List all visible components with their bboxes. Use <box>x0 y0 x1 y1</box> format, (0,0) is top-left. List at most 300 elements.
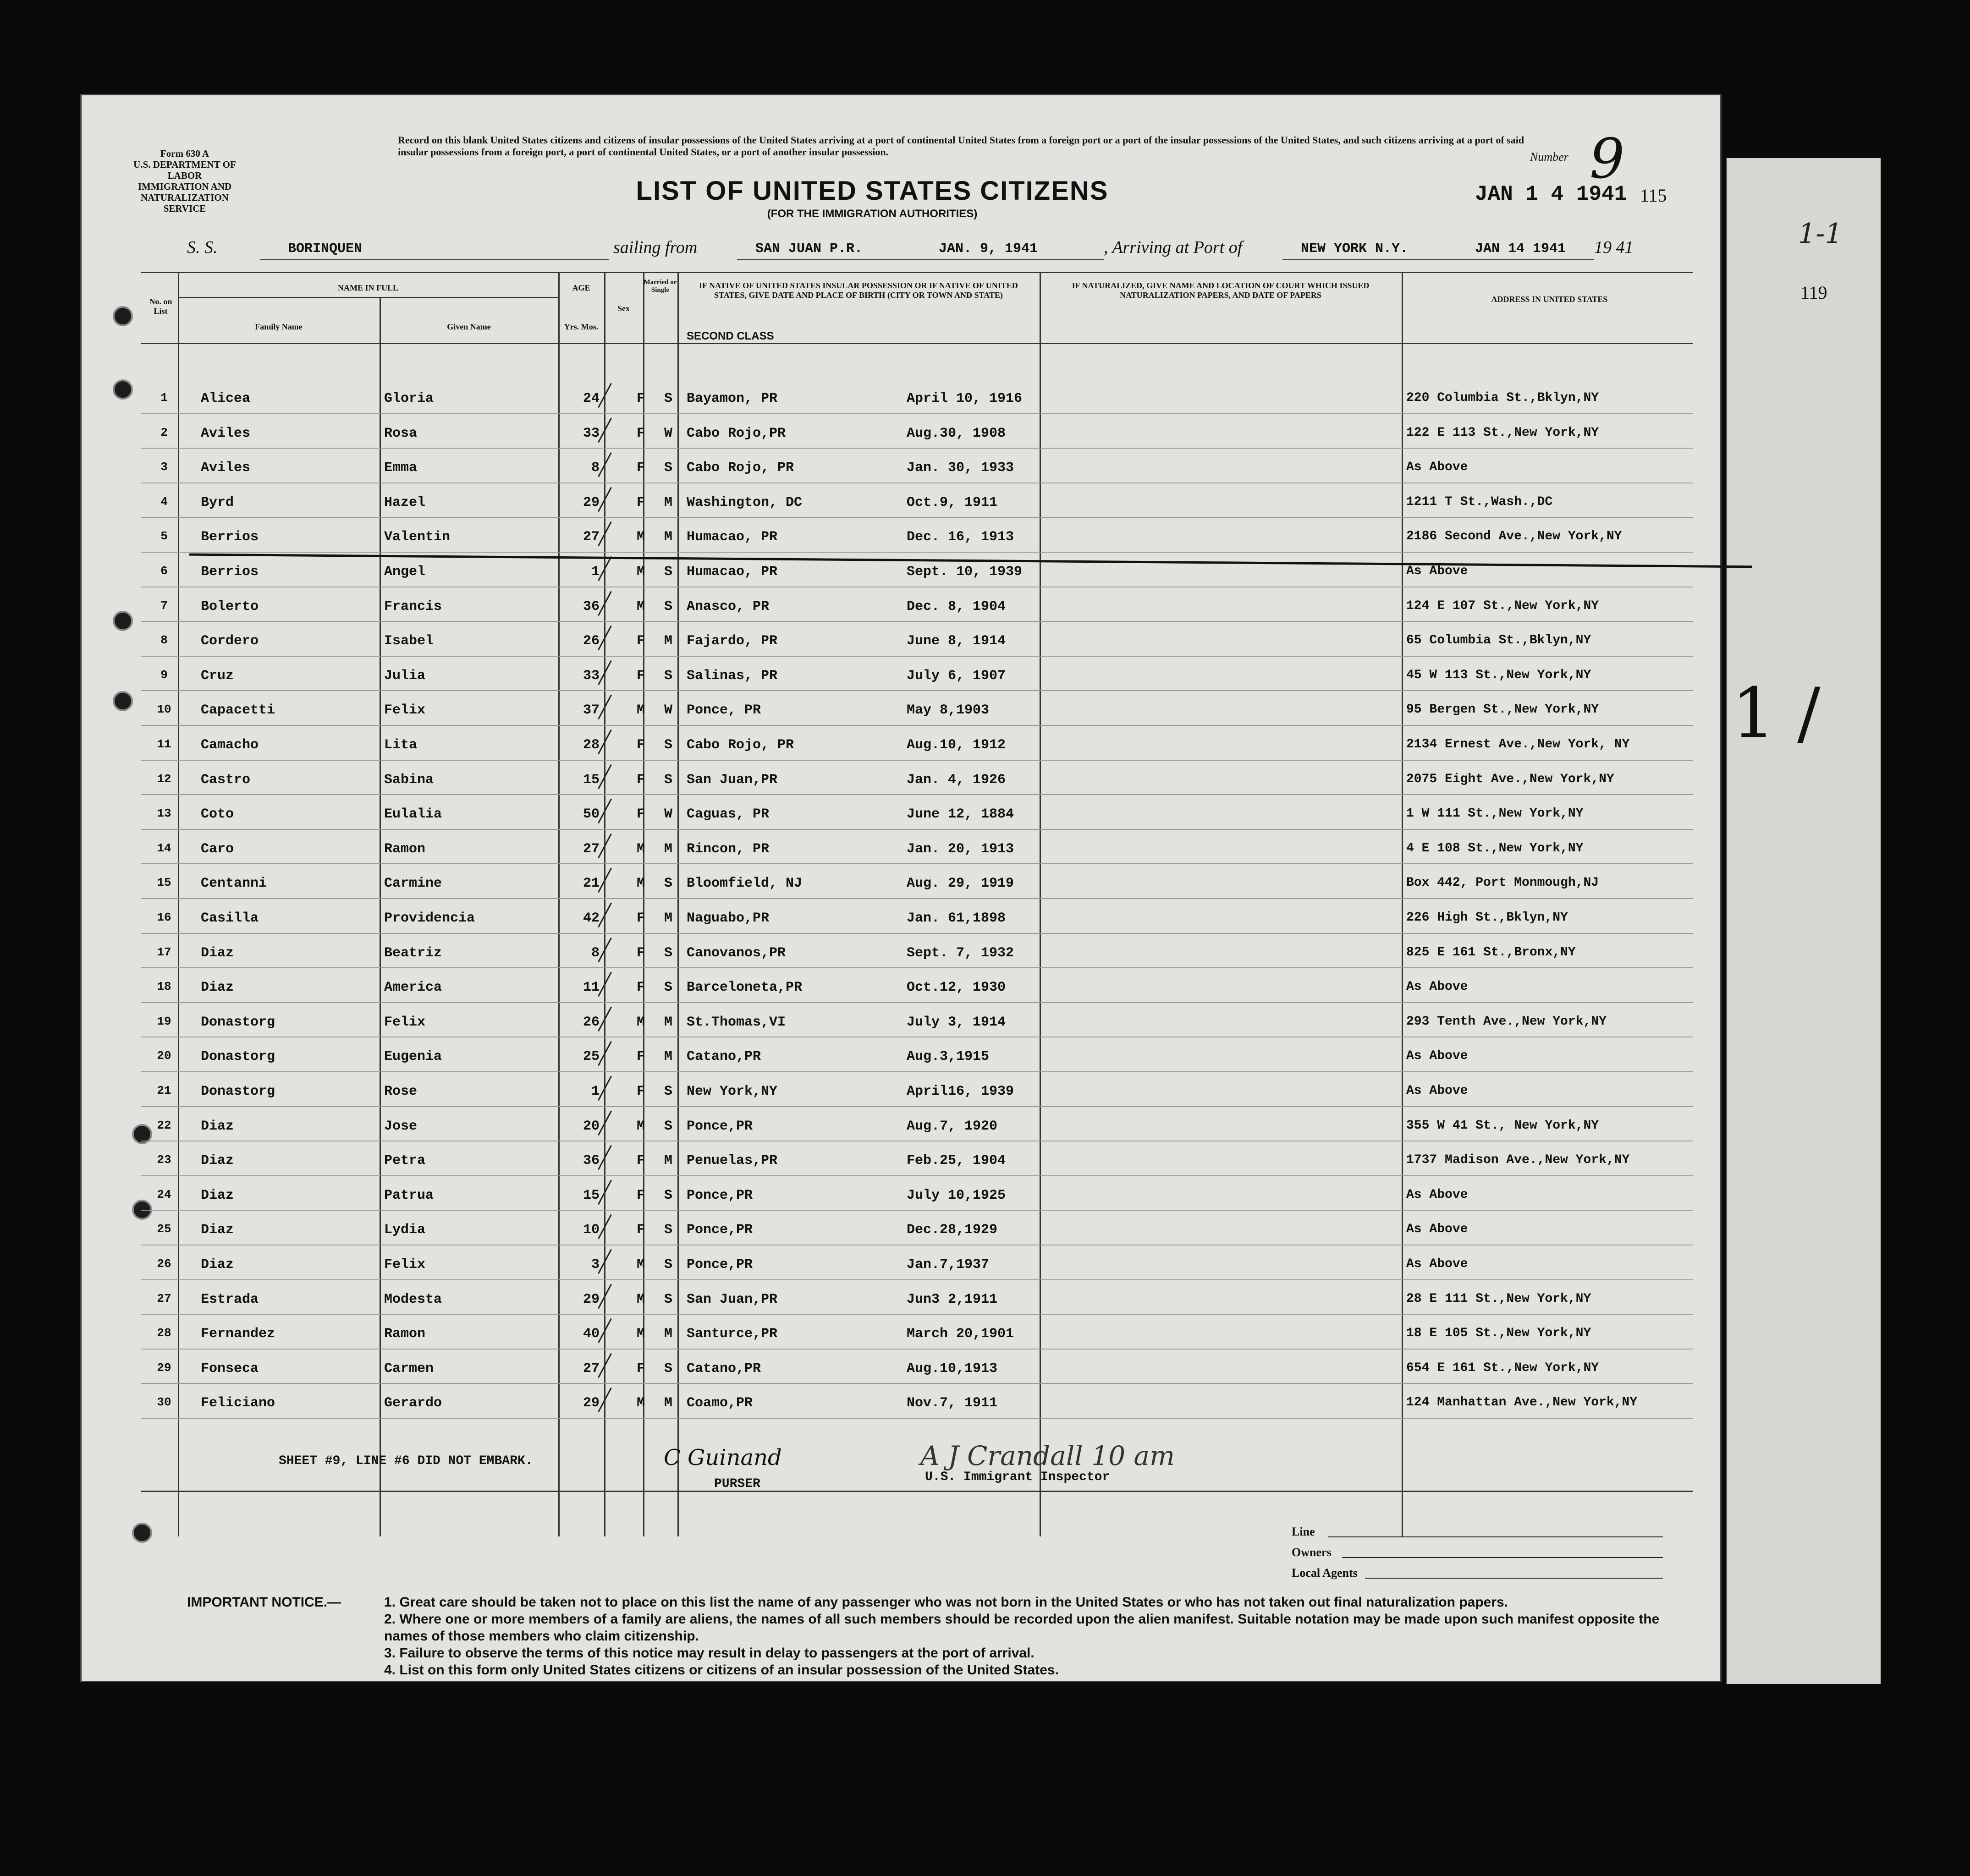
given-name: Modesta <box>384 1291 442 1307</box>
notice-title: IMPORTANT NOTICE.— <box>187 1595 341 1610</box>
birth-date: Jan. 4, 1926 <box>907 772 1006 788</box>
notice-items <box>384 1594 1690 1679</box>
table-header-border <box>141 343 1693 344</box>
family-name: Cruz <box>201 668 234 684</box>
birth-date: Aug.10, 1912 <box>907 737 1006 753</box>
family-name: Berrios <box>201 564 259 580</box>
address: 4 E 108 St.,New York,NY <box>1406 841 1584 856</box>
marital-status: W <box>664 806 672 823</box>
sex: F <box>636 1049 645 1065</box>
age: 11 <box>583 980 600 996</box>
ship-underline <box>260 259 609 260</box>
marital-status: S <box>664 876 672 892</box>
age: 36 <box>583 598 600 614</box>
table-row <box>82 553 1677 587</box>
birth-date: Dec.28,1929 <box>907 1222 998 1238</box>
given-name: Hazel <box>384 494 426 510</box>
address: 1211 T St.,Wash.,DC <box>1406 494 1553 509</box>
given-name: Rosa <box>384 425 418 441</box>
sex: F <box>636 391 645 406</box>
birth-place: Catano,PR <box>687 1049 761 1065</box>
address: 1737 Madison Ave.,New York,NY <box>1406 1153 1630 1168</box>
table-row <box>82 1176 1677 1211</box>
birth-date: March 20,1901 <box>907 1326 1014 1342</box>
address: As Above <box>1406 460 1468 475</box>
birth-place: New York,NY <box>687 1084 778 1099</box>
table-row <box>82 1107 1677 1142</box>
birth-place: Ponce, PR <box>687 702 761 719</box>
number-label: Number <box>1530 150 1568 164</box>
table-row <box>82 1315 1677 1349</box>
family-name: Diaz <box>201 1257 234 1273</box>
marital-status: S <box>664 1291 672 1307</box>
marital-status: S <box>664 980 672 996</box>
agents-label: Local Agents <box>1292 1566 1358 1580</box>
age: 8 <box>591 460 600 476</box>
address: 2075 Eight Ave.,New York,NY <box>1406 772 1614 786</box>
row-number: 1 <box>160 391 168 405</box>
birth-place: Ponce,PR <box>687 1118 753 1134</box>
given-name: Carmine <box>384 876 442 892</box>
birth-date: July 10,1925 <box>907 1187 1006 1203</box>
family-name: Aviles <box>201 460 251 476</box>
address: Box 442, Port Monmough,NJ <box>1406 876 1599 890</box>
row-number: 10 <box>157 702 171 717</box>
header-marital: Married or Single <box>644 279 677 294</box>
given-name: Julia <box>384 668 426 684</box>
family-name: Diaz <box>201 980 234 996</box>
row-number: 3 <box>160 460 168 474</box>
birth-date: Jan. 20, 1913 <box>907 841 1014 857</box>
birth-date: April16, 1939 <box>907 1084 1014 1099</box>
important-notice <box>187 1594 1690 1679</box>
table-row <box>82 934 1677 969</box>
marital-status: W <box>664 702 672 719</box>
family-name: Alicea <box>201 391 251 406</box>
address: As Above <box>1406 1187 1468 1202</box>
birth-date: Sept. 10, 1939 <box>907 564 1023 580</box>
row-number: 23 <box>157 1153 171 1167</box>
sex: F <box>636 668 645 684</box>
line-underline <box>1328 1536 1663 1537</box>
check-mark <box>598 1353 612 1378</box>
arrival-date: JAN 14 1941 <box>1475 241 1566 257</box>
sex: F <box>636 633 645 649</box>
table-row <box>82 518 1677 553</box>
marital-status: S <box>664 668 672 684</box>
form-instructions: Record on this blank United States citizens and citizens of insular possessions of the United States arriving at a port of continental United States from a foreign port or a port of the insular possessions of the United States, and such citizens arriving at a port of said insular possessions from a foreign port, a port of continental United States, or a port of another insular possession. <box>398 134 1524 158</box>
given-name: Felix <box>384 1257 426 1273</box>
birth-date: June 8, 1914 <box>907 633 1006 649</box>
given-name: Jose <box>384 1118 418 1134</box>
age: 29 <box>583 494 600 510</box>
notice-item-4: 4. List on this form only United States citizens or citizens of an insular possession of the United States. <box>384 1662 1059 1678</box>
arrival-port: NEW YORK N.Y. <box>1301 241 1409 257</box>
given-name: Lydia <box>384 1222 426 1238</box>
check-mark <box>598 868 612 893</box>
age: 1 <box>591 1084 600 1099</box>
given-name: Carmen <box>384 1360 434 1377</box>
sex: M <box>636 1118 645 1134</box>
birth-place: Cabo Rojo, PR <box>687 737 794 753</box>
birth-place: Catano,PR <box>687 1360 761 1377</box>
table-row <box>82 449 1677 483</box>
family-name: Donastorg <box>201 1049 275 1065</box>
row-number: 11 <box>157 737 171 751</box>
address: 45 W 113 St.,New York,NY <box>1406 668 1591 682</box>
marital-status: S <box>664 772 672 788</box>
check-mark <box>598 937 612 962</box>
header-family: Family Name <box>255 322 303 331</box>
check-mark <box>598 591 612 615</box>
check-mark <box>598 1145 612 1170</box>
header-sex: Sex <box>617 304 630 313</box>
marital-status: M <box>664 841 672 857</box>
birth-place: Humacao, PR <box>687 529 778 545</box>
check-mark <box>598 1284 612 1308</box>
check-mark <box>598 1249 612 1274</box>
age: 8 <box>591 945 600 961</box>
row-number: 17 <box>157 945 171 959</box>
birth-place: Penuelas,PR <box>687 1153 778 1169</box>
birth-place: Coamo,PR <box>687 1395 753 1411</box>
table-row <box>82 657 1677 691</box>
age: 29 <box>583 1291 600 1307</box>
sex: M <box>636 1257 645 1273</box>
back-sheet <box>1726 158 1881 1684</box>
check-mark <box>598 730 612 754</box>
family-name: Diaz <box>201 1153 234 1169</box>
header-given: Given Name <box>447 322 491 331</box>
birth-place: Ponce,PR <box>687 1187 753 1203</box>
address: 1 W 111 St.,New York,NY <box>1406 806 1584 821</box>
marital-status: S <box>664 598 672 614</box>
row-number: 27 <box>157 1291 171 1306</box>
family-name: Diaz <box>201 1187 234 1203</box>
sheet-note: SHEET #9, LINE #6 DID NOT EMBARK. <box>279 1454 533 1468</box>
row-number: 13 <box>157 806 171 821</box>
check-mark <box>598 1076 612 1101</box>
line-label: Line <box>1292 1525 1315 1538</box>
birth-place: Washington, DC <box>687 494 803 510</box>
table-top-border <box>141 272 1693 273</box>
age: 33 <box>583 425 600 441</box>
sex: M <box>636 1291 645 1307</box>
check-mark <box>598 695 612 719</box>
notice-item-3: 3. Failure to observe the terms of this notice may result in delay to passengers at the port of arrival. <box>384 1646 1035 1661</box>
row-number: 19 <box>157 1014 171 1028</box>
table-bottom-border <box>141 1491 1693 1492</box>
birth-date: Aug.30, 1908 <box>907 425 1006 441</box>
check-mark <box>598 1318 612 1343</box>
header-naturalized: IF NATURALIZED, GIVE NAME AND LOCATION OF COURT WHICH ISSUED NATURALIZATION PAPERS, AND DATE OF PAPERS <box>1072 281 1370 300</box>
family-name: Capacetti <box>201 702 275 719</box>
family-name: Feliciano <box>201 1395 275 1411</box>
family-name: Coto <box>201 806 234 823</box>
birth-date: Dec. 16, 1913 <box>907 529 1014 545</box>
table-row <box>82 1037 1677 1072</box>
family-name: Aviles <box>201 425 251 441</box>
address: 293 Tenth Ave.,New York,NY <box>1406 1014 1607 1029</box>
age: 24 <box>583 391 600 406</box>
birth-date: Jan. 61,1898 <box>907 911 1006 926</box>
age: 26 <box>583 1014 600 1030</box>
notice-item-1: 1. Great care should be taken not to place on this list the name of any passenger who was not born in the United States or who has not taken out final naturalization papers. <box>384 1595 1508 1610</box>
back-sheet-page: 119 <box>1800 282 1827 303</box>
birth-date: July 6, 1907 <box>907 668 1006 684</box>
table-row <box>82 1141 1677 1176</box>
ss-label: S. S. <box>187 238 218 257</box>
family-name: Berrios <box>201 529 259 545</box>
address: 226 High St.,Bklyn,NY <box>1406 911 1568 925</box>
birth-place: Cabo Rojo,PR <box>687 425 786 441</box>
page-subtitle: (FOR THE IMMIGRATION AUTHORITIES) <box>767 208 978 220</box>
birth-place: Anasco, PR <box>687 598 770 614</box>
given-name: Eugenia <box>384 1049 442 1065</box>
birth-date: Feb.25, 1904 <box>907 1153 1006 1169</box>
age: 15 <box>583 772 600 788</box>
purser-label: PURSER <box>714 1477 760 1491</box>
table-row <box>82 795 1677 830</box>
check-mark <box>598 417 612 442</box>
age: 42 <box>583 911 600 926</box>
address: 122 E 113 St.,New York,NY <box>1406 425 1599 440</box>
sex: M <box>636 1014 645 1030</box>
sex: F <box>636 945 645 961</box>
name-subheader-line <box>178 297 558 298</box>
birth-place: Cabo Rojo, PR <box>687 460 794 476</box>
given-name: Angel <box>384 564 426 580</box>
address: 2134 Ernest Ave.,New York, NY <box>1406 737 1630 751</box>
header-age-sub: Yrs. Mos. <box>564 322 599 331</box>
marital-status: M <box>664 529 672 545</box>
family-name: Caro <box>201 841 234 857</box>
age: 25 <box>583 1049 600 1065</box>
given-name: Sabina <box>384 772 434 788</box>
header-birth: IF NATIVE OF UNITED STATES INSULAR POSSESSION OR IF NATIVE OF UNITED STATES, GIVE DATE AND PLACE OF BIRTH (CITY OR TOWN AND STATE) <box>699 281 1018 300</box>
date-stamp: JAN 1 4 1941 <box>1475 182 1627 206</box>
row-number: 12 <box>157 772 171 786</box>
age: 27 <box>583 529 600 545</box>
check-mark <box>598 1007 612 1031</box>
family-name: Castro <box>201 772 251 788</box>
age: 15 <box>583 1187 600 1203</box>
family-name: Donastorg <box>201 1084 275 1099</box>
given-name: Beatriz <box>384 945 442 961</box>
row-number: 22 <box>157 1118 171 1132</box>
marital-status: S <box>664 1118 672 1134</box>
table-row <box>82 1211 1677 1245</box>
table-row <box>82 899 1677 934</box>
row-number: 2 <box>160 425 168 439</box>
table-row <box>82 587 1677 622</box>
punch-hole <box>132 1523 152 1543</box>
check-mark <box>598 660 612 685</box>
marital-status: M <box>664 494 672 510</box>
row-number: 4 <box>160 494 168 509</box>
address: 2186 Second Ave.,New York,NY <box>1406 529 1622 544</box>
address: 95 Bergen St.,New York,NY <box>1406 702 1599 717</box>
check-mark <box>598 972 612 997</box>
birth-date: Sept. 7, 1932 <box>907 945 1014 961</box>
owners-underline <box>1342 1557 1663 1558</box>
birth-place: Ponce,PR <box>687 1222 753 1238</box>
given-name: Gloria <box>384 391 434 406</box>
marital-status: M <box>664 1014 672 1030</box>
age: 27 <box>583 841 600 857</box>
sailing-from-label: sailing from <box>613 238 698 257</box>
address: 124 E 107 St.,New York,NY <box>1406 598 1599 613</box>
address: 18 E 105 St.,New York,NY <box>1406 1326 1591 1341</box>
check-mark <box>598 487 612 512</box>
table-row <box>82 1384 1677 1419</box>
given-name: Eulalia <box>384 806 442 823</box>
table-row <box>82 622 1677 657</box>
form-department: U.S. DEPARTMENT OF LABOR <box>133 159 236 181</box>
age: 3 <box>591 1257 600 1273</box>
sheet-number: 9 <box>1590 127 1625 191</box>
marital-status: S <box>664 1222 672 1238</box>
birth-place: Canovanos,PR <box>687 945 786 961</box>
age: 40 <box>583 1326 600 1342</box>
row-number: 14 <box>157 841 171 855</box>
sex: F <box>636 1222 645 1238</box>
birth-date: Jun3 2,1911 <box>907 1291 998 1307</box>
birth-date: Oct.9, 1911 <box>907 494 998 510</box>
birth-place: Barceloneta,PR <box>687 980 803 996</box>
given-name: Isabel <box>384 633 434 649</box>
marital-status: M <box>664 911 672 926</box>
departure-underline <box>737 259 1104 260</box>
marital-status: S <box>664 1257 672 1273</box>
birth-date: Nov.7, 1911 <box>907 1395 998 1411</box>
arriving-label: , Arriving at Port of <box>1104 238 1243 257</box>
address: As Above <box>1406 564 1468 578</box>
birth-date: Dec. 8, 1904 <box>907 598 1006 614</box>
header-name: NAME IN FULL <box>337 283 398 292</box>
sex: M <box>636 1326 645 1342</box>
given-name: Felix <box>384 1014 426 1030</box>
address: 220 Columbia St.,Bklyn,NY <box>1406 391 1599 405</box>
marital-status: S <box>664 945 672 961</box>
marital-status: S <box>664 1084 672 1099</box>
birth-date: Aug.7, 1920 <box>907 1118 998 1134</box>
departure-port: SAN JUAN P.R. <box>755 241 863 257</box>
sex: F <box>636 980 645 996</box>
birth-date: Aug.3,1915 <box>907 1049 990 1065</box>
check-mark <box>598 521 612 546</box>
sex: F <box>636 806 645 823</box>
sex: F <box>636 1187 645 1203</box>
row-number: 21 <box>157 1084 171 1097</box>
birth-date: Aug.10,1913 <box>907 1360 998 1377</box>
table-row <box>82 968 1677 1003</box>
row-number: 7 <box>160 598 168 613</box>
given-name: Petra <box>384 1153 426 1169</box>
check-mark <box>598 1388 612 1412</box>
given-name: Patrua <box>384 1187 434 1203</box>
marital-status: S <box>664 564 672 580</box>
birth-date: Aug. 29, 1919 <box>907 876 1014 892</box>
check-mark <box>598 1041 612 1066</box>
row-number: 20 <box>157 1049 171 1063</box>
sex: M <box>636 702 645 719</box>
marital-status: M <box>664 1049 672 1065</box>
sex: M <box>636 841 645 857</box>
family-name: Bolerto <box>201 598 259 614</box>
table-row <box>82 1349 1677 1384</box>
check-mark <box>598 625 612 650</box>
form-number: Form 630 A <box>160 148 209 159</box>
check-mark <box>598 556 612 581</box>
form-service-2: NATURALIZATION SERVICE <box>141 192 229 214</box>
check-mark <box>598 903 612 927</box>
sex: F <box>636 1084 645 1099</box>
given-name: Ramon <box>384 841 426 857</box>
given-name: Lita <box>384 737 418 753</box>
table-row <box>82 691 1677 726</box>
age: 36 <box>583 1153 600 1169</box>
family-name: Centanni <box>201 876 267 892</box>
back-sheet-mark: 1 / <box>1732 674 1821 753</box>
birth-place: San Juan,PR <box>687 772 778 788</box>
notice-item-2: 2. Where one or more members of a family are aliens, the names of all such members should be recorded upon the alien manifest. Suitable notation may be made upon such manifest opposite the names of those members who claim citizenship. <box>384 1612 1660 1644</box>
birth-date: April 10, 1916 <box>907 391 1023 406</box>
age: 1 <box>591 564 600 580</box>
departure-date: JAN. 9, 1941 <box>939 241 1038 257</box>
birth-date: Jan. 30, 1933 <box>907 460 1014 476</box>
family-name: Fonseca <box>201 1360 259 1377</box>
check-mark <box>598 764 612 789</box>
birth-date: July 3, 1914 <box>907 1014 1006 1030</box>
age: 10 <box>583 1222 600 1238</box>
sex: F <box>636 1153 645 1169</box>
address: As Above <box>1406 1257 1468 1271</box>
age: 29 <box>583 1395 600 1411</box>
age: 33 <box>583 668 600 684</box>
marital-status: S <box>664 1360 672 1377</box>
marital-status: M <box>664 1326 672 1342</box>
sex: F <box>636 460 645 476</box>
address: As Above <box>1406 1049 1468 1064</box>
family-name: Cordero <box>201 633 259 649</box>
table-row <box>82 864 1677 899</box>
row-number: 29 <box>157 1360 171 1375</box>
inspector-signature: A J Crandall 10 am <box>920 1440 1175 1471</box>
page-number: 115 <box>1640 185 1667 206</box>
age: 28 <box>583 737 600 753</box>
birth-place: Caguas, PR <box>687 806 770 823</box>
given-name: Emma <box>384 460 418 476</box>
row-number: 24 <box>157 1187 171 1201</box>
table-row <box>82 1245 1677 1280</box>
row-number: 18 <box>157 980 171 994</box>
table-row <box>82 379 1677 414</box>
marital-status: S <box>664 391 672 406</box>
table-row <box>82 1003 1677 1038</box>
row-number: 8 <box>160 633 168 647</box>
age: 26 <box>583 633 600 649</box>
birth-place: San Juan,PR <box>687 1291 778 1307</box>
age: 20 <box>583 1118 600 1134</box>
address: As Above <box>1406 1084 1468 1098</box>
birth-place: Rincon, PR <box>687 841 770 857</box>
family-name: Estrada <box>201 1291 259 1307</box>
birth-place: St.Thomas,VI <box>687 1014 786 1030</box>
given-name: Ramon <box>384 1326 426 1342</box>
row-number: 9 <box>160 668 168 682</box>
check-mark <box>598 1180 612 1205</box>
